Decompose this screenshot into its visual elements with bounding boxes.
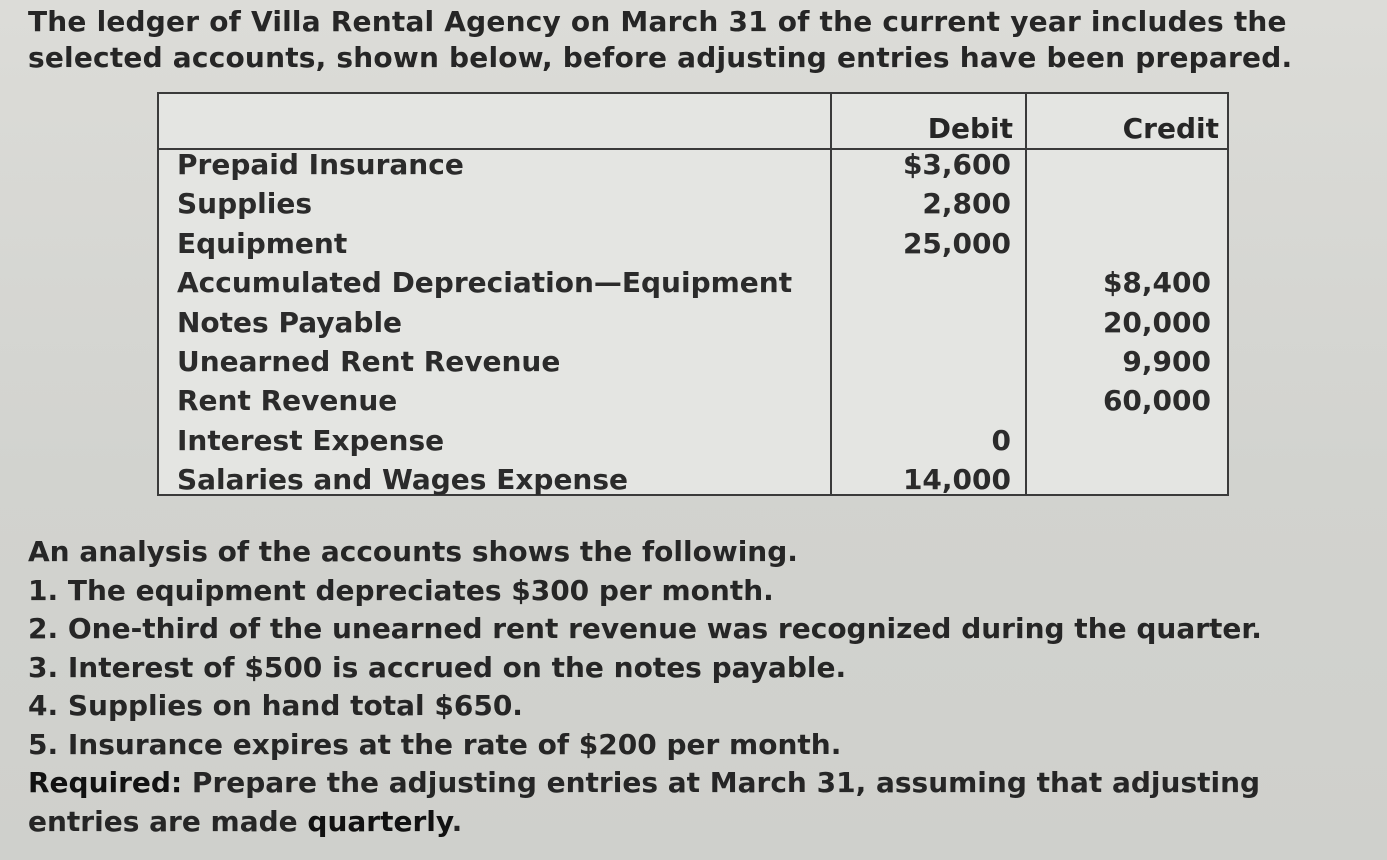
analysis-item: 1. The equipment depreciates $300 per month. [28,573,774,607]
required-end: . [451,804,463,838]
debit-amount: $3,600 [902,148,1011,181]
required-line-1 [28,764,1378,803]
table-row [159,422,1227,461]
account-name: Interest Expense [177,423,445,457]
account-name: Notes Payable [177,305,403,339]
credit-amount: 60,000 [1102,384,1211,418]
required-text-1: Prepare the adjusting entries at March 31, assuming that adjusting [182,766,1261,799]
debit-header: Debit [927,112,1013,145]
table-row [159,461,1227,500]
account-name: Prepaid Insurance [177,148,464,181]
debit-amount: 25,000 [902,226,1011,260]
table-row [159,264,1227,303]
required-label: Required: [28,766,183,799]
account-name: Accumulated Depreciation—Equipment [177,266,793,300]
analysis-heading: An analysis of the accounts shows the following. [28,535,798,568]
account-name: Unearned Rent Revenue [177,344,561,378]
account-name: Rent Revenue [177,384,398,418]
intro-paragraph [28,4,1378,76]
debit-amount: 2,800 [922,187,1011,221]
ledger-table [157,92,1229,496]
table-row [159,185,1227,224]
credit-amount: 20,000 [1102,305,1211,339]
analysis-item: 4. Supplies on hand total $650. [28,689,523,722]
credit-amount: 9,900 [1122,344,1211,378]
analysis-item: 2. One-third of the unearned rent revenue was recognized during the quarter. [28,612,1262,645]
table-row [159,343,1227,382]
intro-line-1: The ledger of Villa Rental Agency on March 31 of the current year includes the [28,5,1287,38]
credit-amount: $8,400 [1102,266,1211,300]
analysis-section [28,533,1378,841]
ledger-rows [159,146,1227,501]
credit-header: Credit [1122,112,1219,145]
table-row [159,146,1227,185]
account-name: Supplies [177,187,313,221]
account-name: Equipment [177,226,348,260]
table-row [159,382,1227,421]
account-name: Salaries and Wages Expense [177,463,629,497]
debit-amount: 0 [991,423,1011,457]
required-line-2 [28,803,1378,842]
intro-line-2: selected accounts, shown below, before adjusting entries have been prepared. [28,41,1293,74]
debit-amount: 14,000 [902,463,1011,497]
table-row [159,304,1227,343]
analysis-item: 5. Insurance expires at the rate of $200 per month. [28,727,842,761]
table-row [159,225,1227,264]
required-emphasis: quarterly [307,804,452,838]
required-text-2: entries are made [28,804,308,838]
analysis-item: 3. Interest of $500 is accrued on the notes payable. [28,650,847,684]
